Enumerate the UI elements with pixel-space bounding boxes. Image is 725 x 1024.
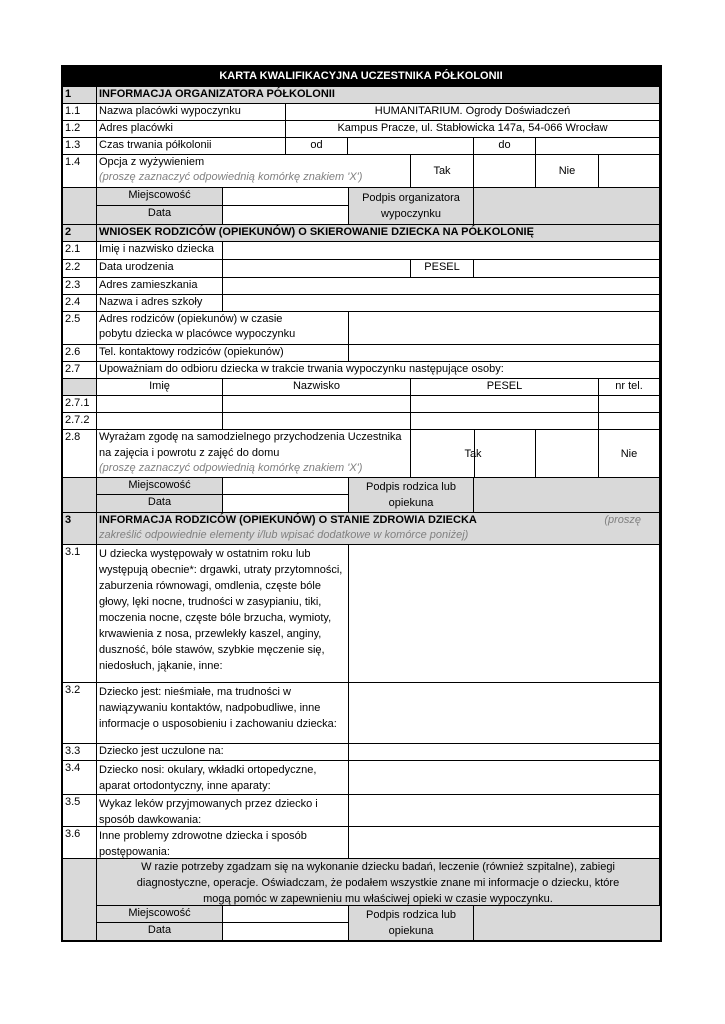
pickup-2-phone[interactable] (599, 413, 660, 430)
s2-place-field[interactable] (223, 478, 349, 495)
health-history-field[interactable] (349, 545, 660, 683)
facility-name-value: HUMANITARIUM. Ogrody Doświadczeń (286, 104, 660, 121)
parents-phone-field[interactable] (349, 345, 660, 362)
row-2-6-number: 2.6 (63, 345, 97, 362)
s2-date-label: Data (97, 495, 223, 513)
pickup-2-first-name[interactable] (97, 413, 223, 430)
home-address-field[interactable] (223, 278, 660, 295)
section-3-hint-b: zakreślić odpowiednie elementy i/lub wpisać dodatkowe w komórce poniżej) (99, 529, 469, 541)
s1-signature-field[interactable] (474, 188, 660, 225)
child-name-field[interactable] (223, 242, 660, 260)
row-2-3-number: 2.3 (63, 278, 97, 295)
school-field[interactable] (223, 295, 660, 312)
facility-address-value: Kampus Pracze, ul. Stabłowicka 147a, 54-066 Wrocław (286, 121, 660, 138)
s3-date-field[interactable] (223, 923, 349, 940)
row-1-3-number: 1.3 (63, 138, 97, 155)
aids-label: Dziecko nosi: okulary, wkładki ortopedyczne, aparat ortodontyczny, inne aparaty: (97, 761, 349, 795)
duration-label: Czas trwania półkolonii (97, 138, 286, 155)
pickup-col-phone: nr tel. (599, 379, 660, 396)
duration-to-label: do (474, 138, 536, 155)
section-3-number: 3 (63, 513, 97, 545)
s3-signature-field[interactable] (474, 906, 660, 940)
pickup-1-first-name[interactable] (97, 396, 223, 413)
other-problems-field[interactable] (349, 827, 660, 859)
pickup-col-last-name: Nazwisko (223, 379, 411, 396)
child-pesel-field[interactable] (474, 260, 660, 278)
s3-date-label: Data (97, 923, 223, 940)
allergies-label: Dziecko jest uczulone na: (97, 744, 349, 761)
row-3-2-number: 3.2 (63, 683, 97, 744)
meals-yes-label: Tak (411, 155, 474, 188)
other-problems-label: Inne problemy zdrowotne dziecka i sposób postępowania: (97, 827, 349, 859)
self-commute-label-line1: Wyrażam zgodę na samodzielnego przychodzenia Uczestnika (99, 431, 402, 443)
self-commute-label-line2: na zajęcia i powrotu z zajęć do domu (99, 446, 280, 459)
row-3-5-number: 3.5 (63, 795, 97, 827)
home-address-label: Adres zamieszkania (97, 278, 223, 295)
aids-field[interactable] (349, 761, 660, 795)
pickup-col-first-name: Imię (97, 379, 223, 396)
s3-place-field[interactable] (223, 906, 349, 923)
meals-option-cell (97, 155, 411, 188)
medications-label: Wykaz leków przyjmowanych przez dziecko i sposób dawkowania: (97, 795, 349, 827)
meals-no-checkbox[interactable] (599, 155, 660, 188)
s3-place-label: Miejscowość (97, 906, 223, 923)
row-1-1-number: 1.1 (63, 104, 97, 121)
row-3-1-number: 3.1 (63, 545, 97, 683)
meals-no-label: Nie (536, 155, 599, 188)
s2-signature-label: Podpis rodzica lub opiekuna (349, 478, 474, 513)
qualification-form (61, 65, 662, 942)
self-commute-no-label: Nie (599, 430, 660, 478)
row-2-8-number: 2.8 (63, 430, 97, 478)
duration-from-field[interactable] (348, 138, 474, 155)
row-3-4-number: 3.4 (63, 761, 97, 795)
row-2-2-number: 2.2 (63, 260, 97, 278)
meals-option-label: Opcja z wyżywieniem (99, 156, 205, 168)
allergies-field[interactable] (349, 744, 660, 761)
self-commute-yes-checkbox[interactable] (474, 430, 536, 478)
row-2-4-number: 2.4 (63, 295, 97, 312)
pickup-1-pesel[interactable] (411, 396, 599, 413)
s2-date-field[interactable] (223, 495, 349, 513)
school-label: Nazwa i adres szkoły (97, 295, 223, 312)
parents-address-field[interactable] (349, 312, 660, 345)
duration-to-field[interactable] (536, 138, 660, 155)
s1-place-field[interactable] (223, 188, 349, 206)
s2-signature-field[interactable] (474, 478, 660, 513)
self-commute-no-label-spacer (536, 430, 599, 478)
birth-date-label: Data urodzenia (97, 260, 223, 278)
pickup-1-last-name[interactable] (223, 396, 411, 413)
s2-place-label: Miejscowość (97, 478, 223, 495)
pickup-col-pesel: PESEL (411, 379, 599, 396)
parents-phone-label: Tel. kontaktowy rodziców (opiekunów) (97, 345, 349, 362)
section-3-hint-a: (proszę (604, 514, 641, 526)
section-3-title: INFORMACJA RODZICÓW (OPIEKUNÓW) O STANIE ZDROWIA DZIECKA (99, 514, 477, 526)
section-1-title: INFORMACJA ORGANIZATORA PÓŁKOLONII (97, 87, 660, 104)
row-3-3-number: 3.3 (63, 744, 97, 761)
temperament-label: Dziecko jest: nieśmiałe, ma trudności w nawiązywaniu kontaktów, nadpobudliwe, inne informacje o usposobieniu i zachowaniu dziecka: (97, 683, 349, 744)
child-pesel-label: PESEL (411, 260, 474, 278)
row-2-7-number: 2.7 (63, 362, 97, 379)
medical-consent-text: W razie potrzeby zgadzam się na wykonanie dziecku badań, leczenie (również szpitalne), zabiegi diagnostyczne, operacje. Oświadczam, że podałem wszystkie znane mi informacje o dziecku, które mogą pomóc w zapewnieniu mu właściwej opieki w czasie wypoczynku. (97, 859, 660, 906)
medications-field[interactable] (349, 795, 660, 827)
parents-address-label-line2: pobytu dziecka w placówce wypoczynku (99, 328, 296, 340)
s3-consent-spacer (63, 859, 97, 940)
birth-date-field[interactable] (223, 260, 411, 278)
parents-address-label-line1: Adres rodziców (opiekunów) w czasie (99, 313, 283, 325)
pickup-header-spacer (63, 379, 97, 396)
pickup-authorization-label: Upoważniam do odbioru dziecka w trakcie trwania wypoczynku następujące osoby: (97, 362, 660, 379)
section-2-title: WNIOSEK RODZICÓW (OPIEKUNÓW) O SKIEROWANIE DZIECKA NA PÓŁKOLONIĘ (97, 225, 660, 242)
pickup-2-pesel[interactable] (411, 413, 599, 430)
section-2-number: 2 (63, 225, 97, 242)
self-commute-cell (97, 430, 411, 478)
parents-address-cell (97, 312, 349, 345)
health-history-label: U dziecka występowały w ostatnim roku lub występują obecnie*: drgawki, utraty przytomności, zaburzenia równowagi, omdlenia, częste bóle głowy, lęki nocne, trudności w zasypianiu, tiki, moczenia nocne, częste bóle brzucha, wymioty, krwawienia z nosa, przewlekły kaszel, anginy, duszność, bóle stawów, szybkie męczenie się, niedosłuch, jąkanie, inne: (97, 545, 349, 683)
temperament-field[interactable] (349, 683, 660, 744)
form-title: KARTA KWALIFIKACYJNA UCZESTNIKA PÓŁKOLONII (63, 67, 660, 87)
row-2-7-1-number: 2.7.1 (63, 396, 97, 413)
meals-option-hint: (proszę zaznaczyć odpowiednią komórkę znakiem 'X') (99, 171, 363, 183)
facility-name-label: Nazwa placówki wypoczynku (97, 104, 286, 121)
row-2-1-number: 2.1 (63, 242, 97, 260)
s1-date-field[interactable] (223, 206, 349, 225)
duration-from-label: od (286, 138, 348, 155)
s1-signature-label: Podpis organizatora wypoczynku (349, 188, 474, 225)
section-1-number: 1 (63, 87, 97, 104)
self-commute-yes-label: Tak (411, 430, 536, 478)
row-1-4-number: 1.4 (63, 155, 97, 188)
pickup-2-last-name[interactable] (223, 413, 411, 430)
meals-yes-checkbox[interactable] (474, 155, 536, 188)
section-3-header (97, 513, 660, 545)
row-2-7-2-number: 2.7.2 (63, 413, 97, 430)
row-3-6-number: 3.6 (63, 827, 97, 859)
pickup-1-phone[interactable] (599, 396, 660, 413)
s1-signature-spacer (63, 188, 97, 225)
s3-signature-label: Podpis rodzica lub opiekuna (349, 906, 474, 940)
s1-place-label: Miejscowość (97, 188, 223, 206)
s1-date-label: Data (97, 206, 223, 225)
facility-address-label: Adres placówki (97, 121, 286, 138)
child-name-label: Imię i nazwisko dziecka (97, 242, 223, 260)
self-commute-hint: (proszę zaznaczyć odpowiednią komórkę znakiem 'X') (99, 462, 363, 474)
s2-signature-spacer (63, 478, 97, 513)
row-2-5-number: 2.5 (63, 312, 97, 345)
row-1-2-number: 1.2 (63, 121, 97, 138)
